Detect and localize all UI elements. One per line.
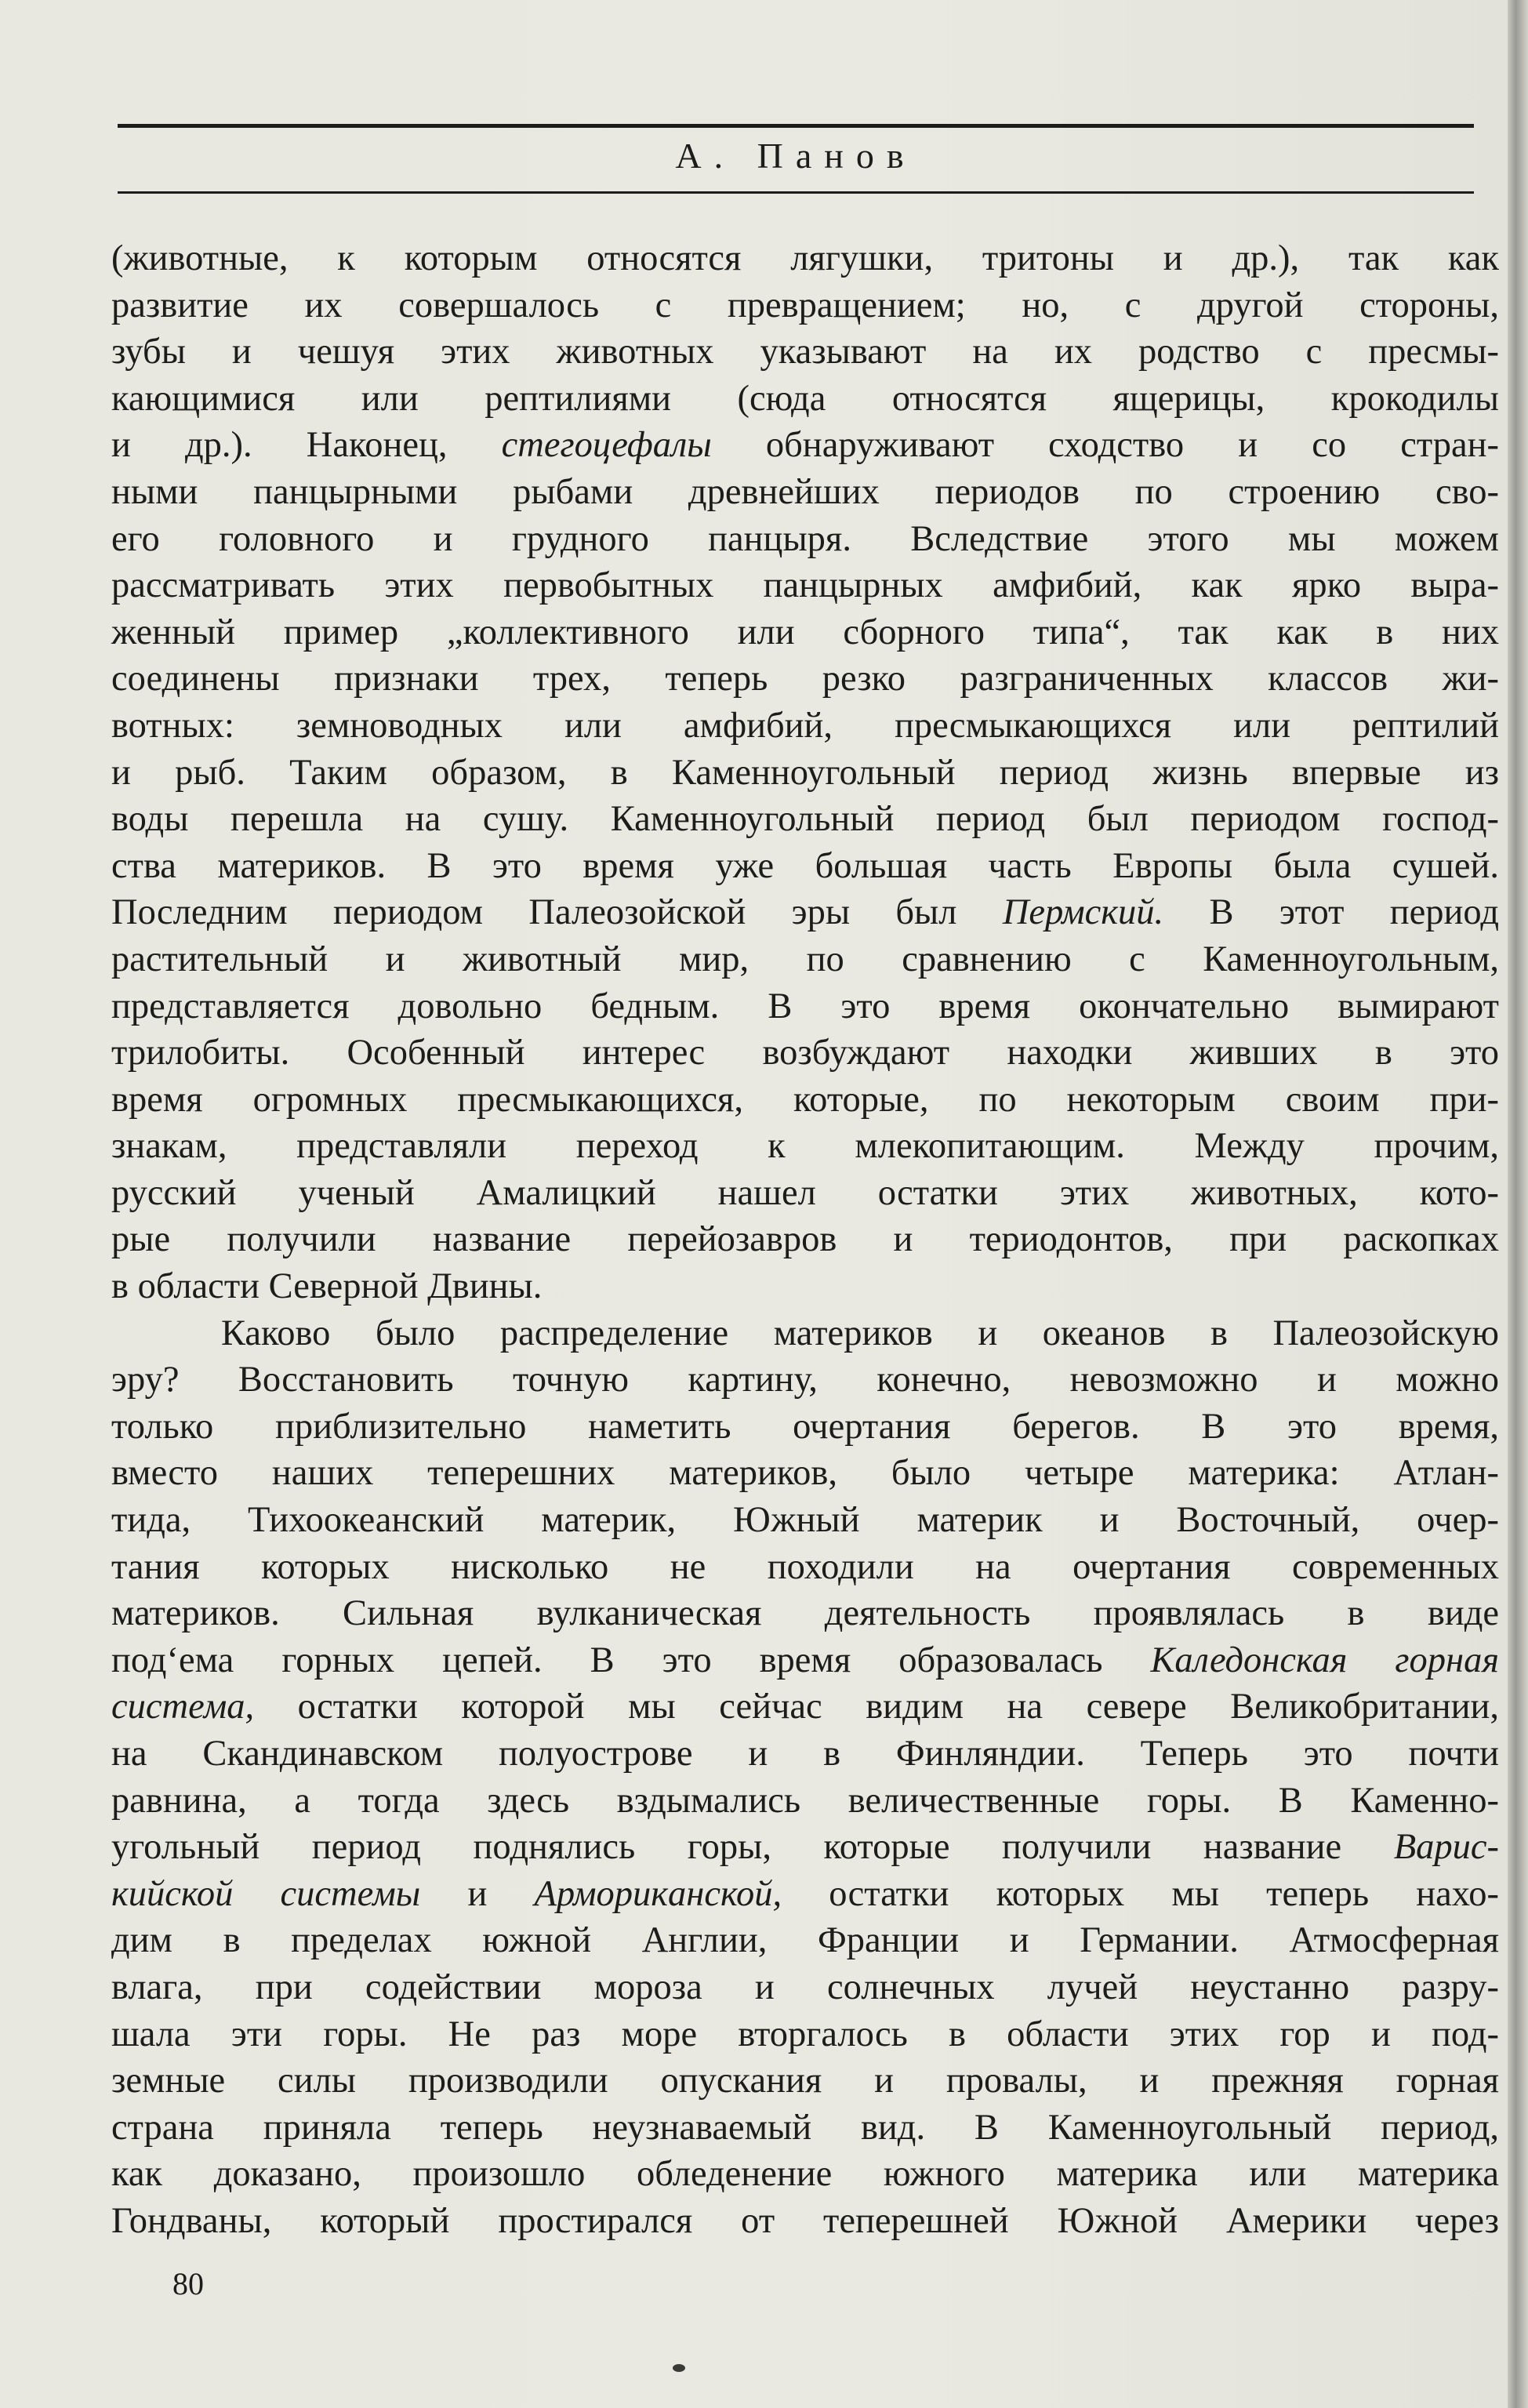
text-line: рые получили название перейозавров и териодонтов, при раскопках: [111, 1219, 1499, 1260]
text-line: под‘ема горных цепей. В это время образовалась Каледонская горная: [111, 1640, 1499, 1680]
page-edge-shadow: [1508, 0, 1528, 2408]
text-line: представляется довольно бедным. В это время окончательно вымирают: [111, 986, 1499, 1026]
italic-term: Пермский.: [1002, 892, 1164, 933]
text-line: на Скандинавском полуострове и в Финляндии. Теперь это почти: [111, 1734, 1499, 1774]
text-line: система, остатки которой мы сейчас видим на севере Великобритании,: [111, 1687, 1499, 1727]
text-line: и др.). Наконец, стегоцефалы обнаруживают сходство и со стран-: [111, 425, 1499, 466]
italic-term: Каледонская горная: [1150, 1640, 1499, 1680]
header-rule-top: [118, 124, 1474, 128]
text-line: материков. Сильная вулканическая деятельность проявлялась в виде: [111, 1593, 1499, 1634]
text-line: как доказано, произошло обледенение южного материка или материка: [111, 2154, 1499, 2195]
text-line: и рыб. Таким образом, в Каменноугольный период жизнь впервые из: [111, 752, 1499, 793]
text-line: растительный и животный мир, по сравнению с Каменноугольным,: [111, 939, 1499, 979]
text-line: влага, при содействии мороза и солнечных лучей неустанно разру-: [111, 1967, 1499, 2007]
text-line: вотных: земноводных или амфибий, пресмыкающихся или рептилий: [111, 705, 1499, 746]
text-line: кающимися или рептилиями (сюда относятся ящерицы, крокодилы: [111, 378, 1499, 419]
text-line: воды перешла на сушу. Каменноугольный период был периодом господ-: [111, 799, 1499, 840]
text-line: трилобиты. Особенный интерес возбуждают находки живших в это: [111, 1033, 1499, 1073]
italic-term: кийской системы: [111, 1873, 421, 1914]
page-number: 80: [172, 2266, 204, 2301]
text-line: земные силы производили опускания и провалы, и прежняя горная: [111, 2061, 1499, 2101]
header-rule-bottom: [118, 191, 1474, 194]
italic-term: Арморикaнской,: [534, 1873, 782, 1914]
text-line: в области Северной Двины.: [111, 1266, 543, 1307]
paragraph-1: [111, 235, 1499, 1310]
text-line: Последним периодом Палеозойской эры был Пермский. В этот период: [111, 892, 1499, 933]
text-line: угольный период поднялись горы, которые получили название Варис-: [111, 1827, 1499, 1868]
text-line: только приблизительно наметить очертания берегов. В это время,: [111, 1406, 1499, 1447]
text-line: равнина, а тогда здесь вздымались величественные горы. В Каменно-: [111, 1780, 1499, 1821]
print-speck: [673, 2364, 685, 2372]
text-line: тида, Тихоокеанский материк, Южный материк и Восточный, очер-: [111, 1500, 1499, 1541]
text-line: эру? Восстановить точную картину, конечно, невозможно и можно: [111, 1360, 1499, 1400]
italic-term: Варис-: [1393, 1827, 1499, 1868]
text-line: шала эти горы. Не раз море вторгалось в области этих гор и под-: [111, 2014, 1499, 2054]
text-line: тания которых нисколько не походили на очертания современных: [111, 1546, 1499, 1587]
text-line: зубы и чешуя этих животных указывают на их родство с пресмы-: [111, 332, 1499, 372]
text-line: его головного и грудного панцыря. Вследствие этого мы можем: [111, 518, 1499, 559]
text-line: Гондваны, который простирался от теперешней Южной Америки через: [111, 2200, 1499, 2241]
text-line: знакам, представляли переход к млекопитающим. Между прочим,: [111, 1126, 1499, 1167]
italic-term: стегоцефалы: [501, 425, 712, 466]
running-title: А. Панов: [675, 136, 916, 176]
text-line: ными панцырными рыбами древнейших периодов по строению сво-: [111, 471, 1499, 512]
text-line: соединены признаки трех, теперь резко разграниченных классов жи-: [111, 659, 1499, 699]
text-line: дим в пределах южной Англии, Франции и Германии. Атмосферная: [111, 1920, 1499, 1961]
text-line: русский ученый Амалицкий нашел остатки этих животных, кото-: [111, 1172, 1499, 1213]
text-line: (животные, к которым относятся лягушки, тритоны и др.), так как: [111, 238, 1499, 278]
italic-term: система,: [111, 1687, 255, 1727]
text-line: ства материков. В это время уже большая часть Европы была сушей.: [111, 845, 1499, 886]
text-line: время огромных пресмыкающихся, которые, по некоторым своим при-: [111, 1079, 1499, 1120]
text-line: Каково было распределение материков и океанов в Палеозойскую: [221, 1313, 1499, 1353]
text-line: женный пример „коллективного или сборного типа“, так как в них: [111, 612, 1499, 652]
text-line: вместо наших теперешних материков, было четыре материка: Атлан-: [111, 1453, 1499, 1494]
text-line: кийской системы и Арморикaнской, остатки которых мы теперь нахо-: [111, 1873, 1499, 1914]
text-line: страна приняла теперь неузнаваемый вид. В Каменноугольный период,: [111, 2107, 1499, 2148]
text-line: рассматривать этих первобытных панцырных амфибий, как ярко выра-: [111, 565, 1499, 606]
paragraph-2: [111, 1310, 1499, 2245]
text-line: развитие их совершалось с превращением; но, с другой стороны,: [111, 285, 1499, 325]
body-text: [111, 235, 1499, 2245]
